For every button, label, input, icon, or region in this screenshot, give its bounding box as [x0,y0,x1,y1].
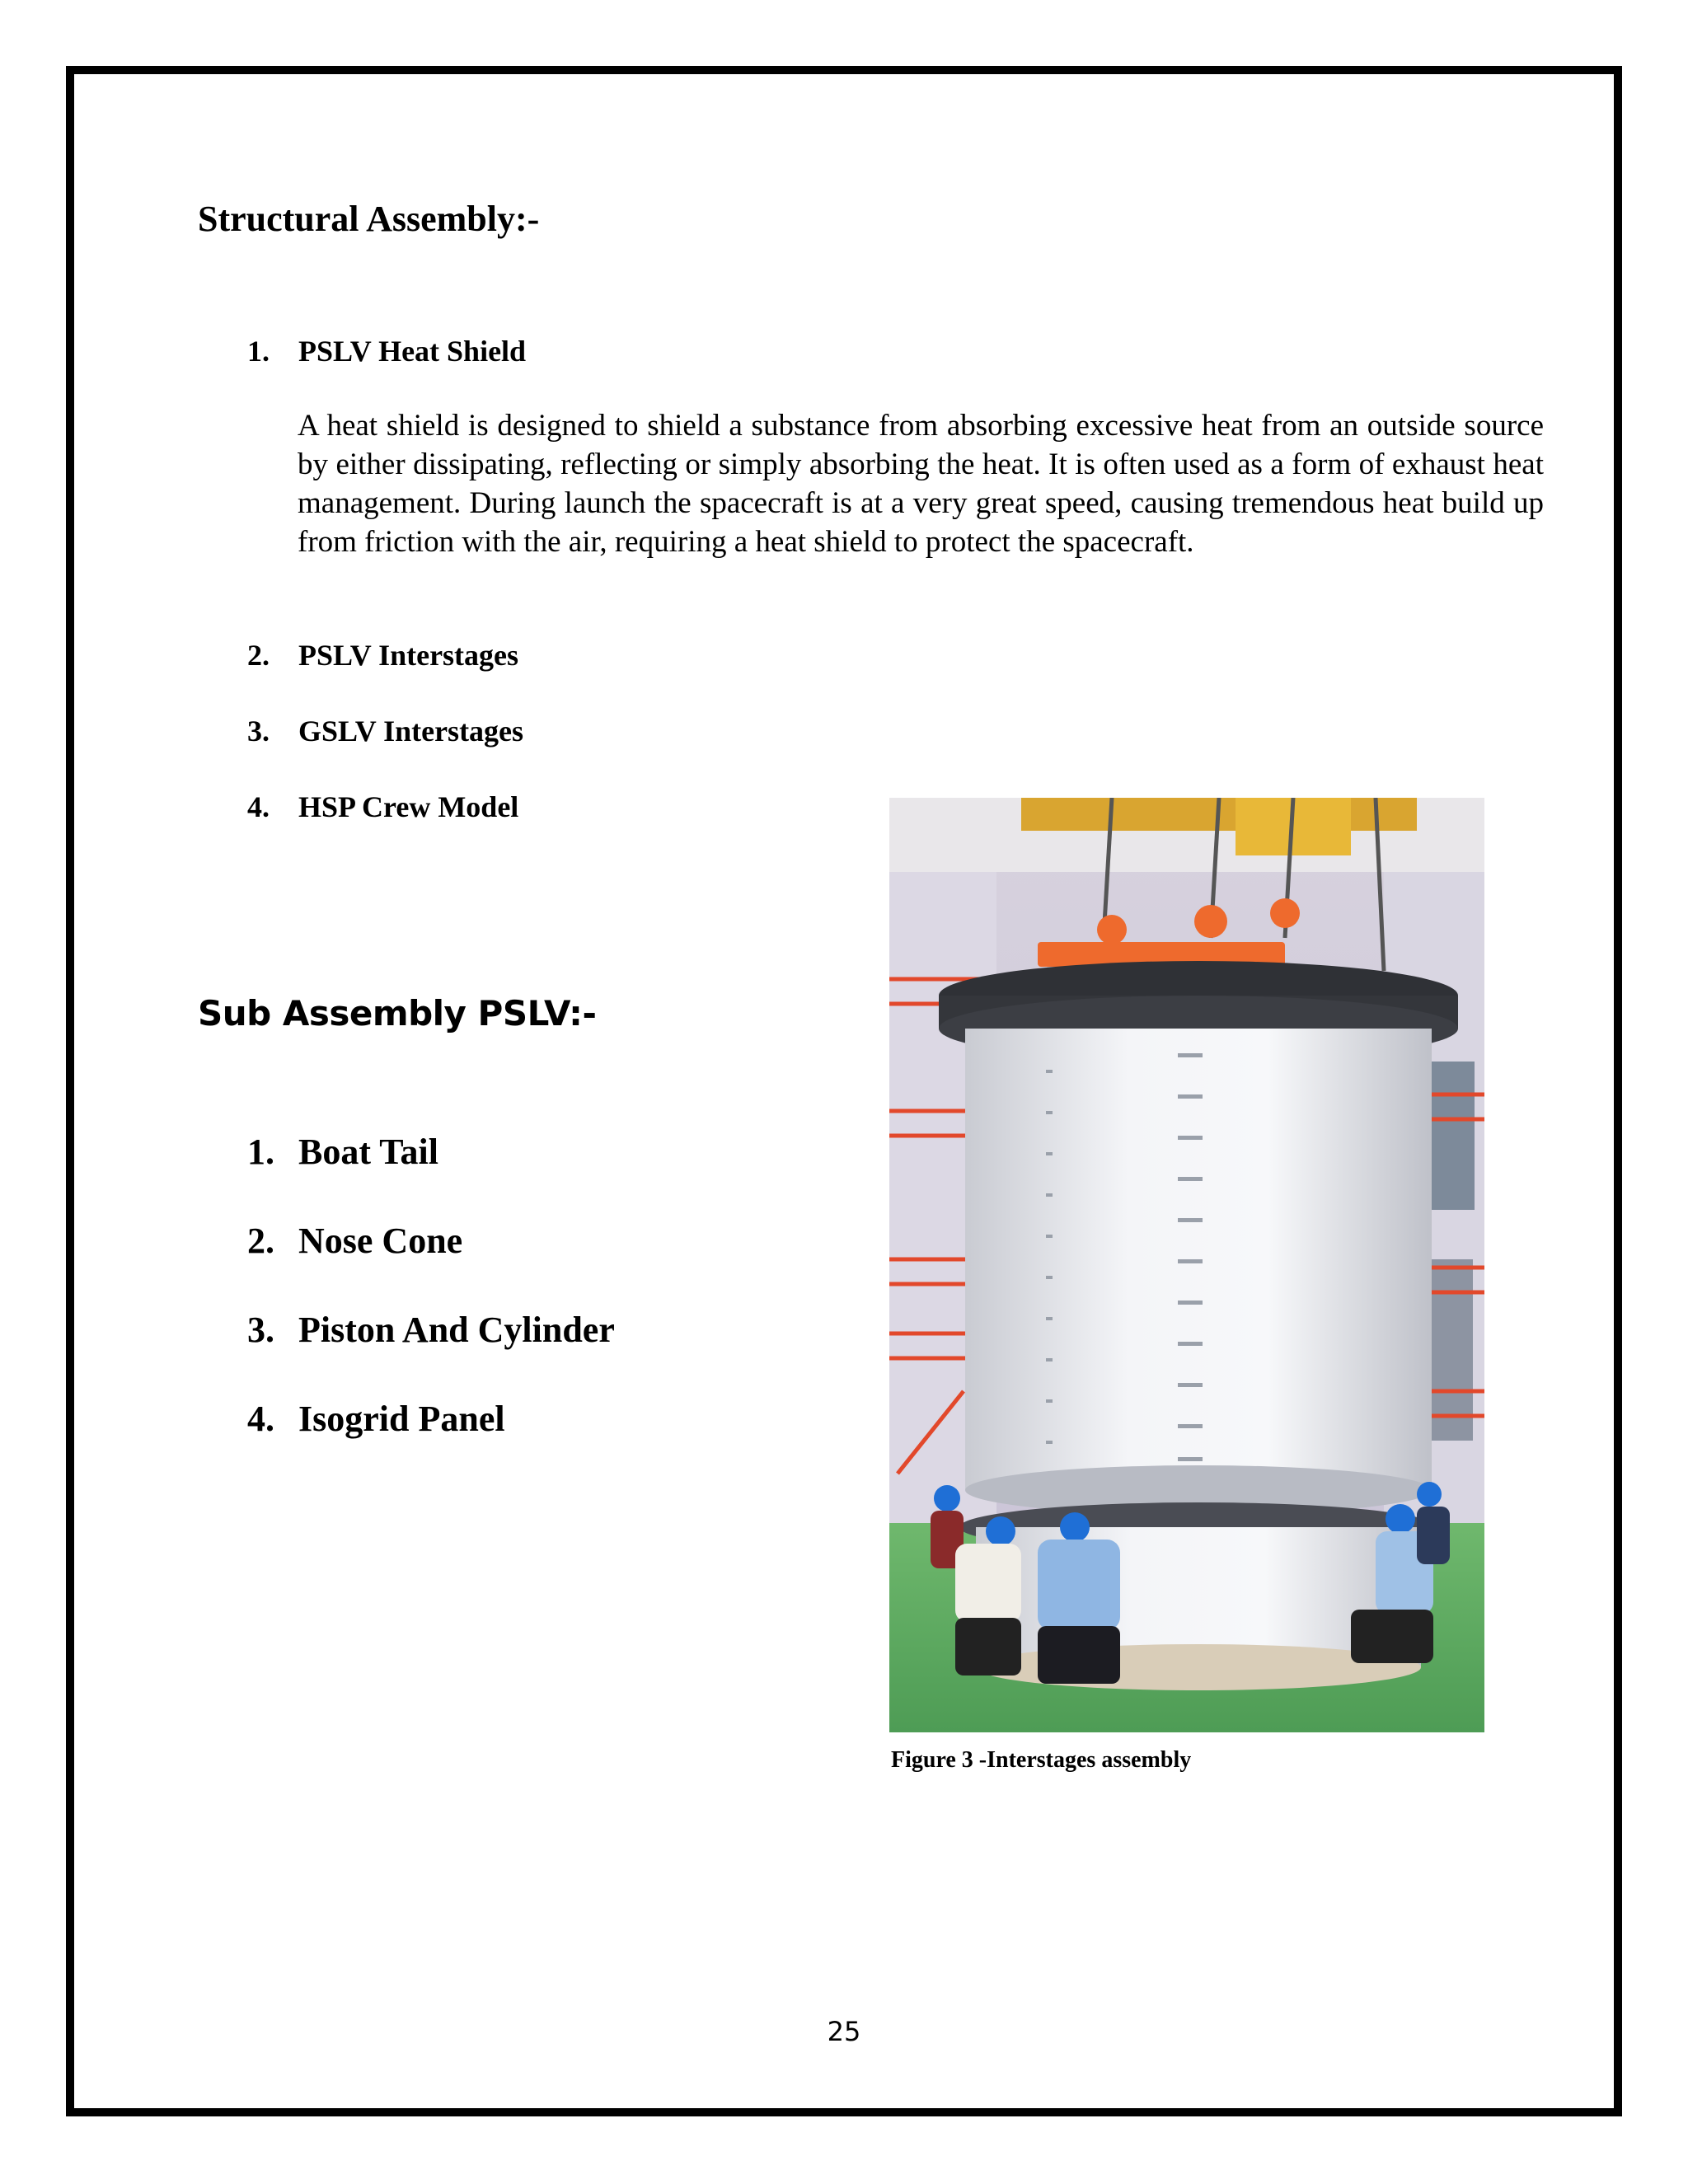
list-item [247,1131,438,1173]
list-item [247,638,518,673]
list-item [247,1398,505,1440]
list-item [247,790,518,824]
section-title-sub-assembly: Sub Assembly PSLV:- [198,993,597,1033]
list-item [247,334,526,368]
list-number: 4. [247,790,270,823]
section-title-structural-assembly: Structural Assembly:- [198,199,540,239]
page-number: 25 [827,2016,861,2047]
list-number: 3. [247,1310,274,1350]
list-number: 2. [247,1221,274,1261]
list-number: 3. [247,715,270,748]
list-number: 2. [247,639,270,672]
list-item [247,1220,462,1262]
list-label: Piston And Cylinder [298,1310,615,1350]
list-label: HSP Crew Model [298,790,519,823]
list-label: GSLV Interstages [298,715,524,748]
list-label: PSLV Heat Shield [298,335,527,368]
list-label: Nose Cone [298,1221,463,1261]
list-number: 4. [247,1399,274,1439]
heat-shield-paragraph: A heat shield is designed to shield a substance from absorbing excessive heat from an outside source by either dissipating, reflecting or simply absorbing the heat. It is often used as a form of exhaust heat management. During launch the spacecraft is at a very great speed, causing tremendous heat build up from friction with the air, requiring a heat shield to protect the spacecraft. [298,409,1544,559]
list-number: 1. [247,335,270,368]
list-item [247,714,523,748]
list-item [247,1309,615,1351]
list-label: PSLV Interstages [298,639,519,672]
list-label: Isogrid Panel [298,1399,505,1439]
list-number: 1. [247,1132,274,1172]
interstages-assembly-photo [889,798,1484,1732]
figure-caption: Figure 3 -Interstages assembly [891,1747,1192,1773]
list-label: Boat Tail [298,1132,438,1172]
